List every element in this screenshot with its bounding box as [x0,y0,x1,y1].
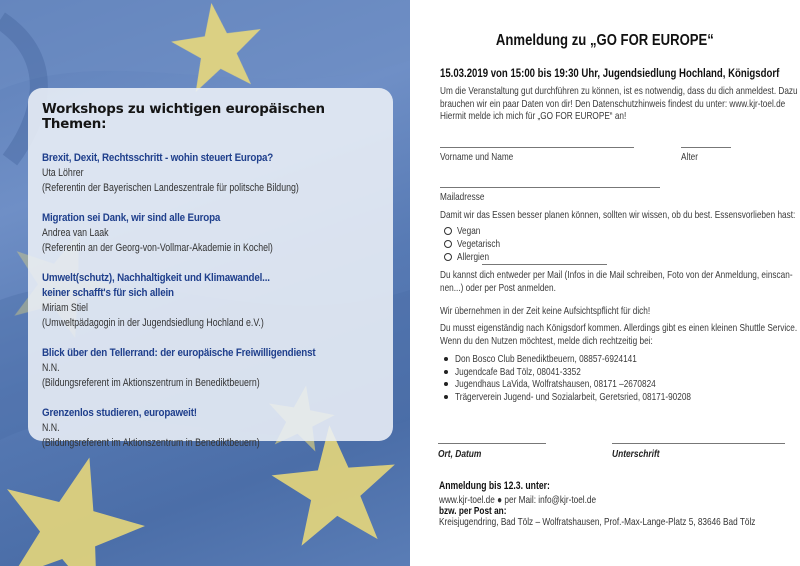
workshops-heading: Workshops zu wichtigen europäischen Themen: [42,102,325,132]
shuttle-contacts [444,354,750,404]
registration-form [410,0,800,566]
deadline-heading: Anmeldung bis 12.3. unter: [439,480,550,492]
workshop-speaker-role: (Bildungsreferent im Aktionszentrum in Benediktbeuern) [42,437,260,449]
workshop-item [42,346,393,391]
bullet-icon [444,370,448,374]
food-options [444,226,511,264]
post-label: bzw. per Post an: [439,506,507,517]
workshop-item [42,406,393,451]
allergies-field[interactable] [482,264,607,265]
place-date-label: Ort, Datum [438,448,482,460]
workshop-item [42,271,393,331]
postal-address: Kreisjugendring, Bad Tölz – Wolfratshausen, Prof.-Max-Lange-Platz 5, 83646 Bad Tölz [439,517,756,528]
workshop-speaker: N.N. [42,362,60,374]
bullet-icon [444,395,448,399]
workshop-speaker-role: (Umweltpädagogin in der Jugendsiedlung Hochland e.V.) [42,317,264,329]
workshop-speaker-role: (Bildungsreferent im Aktionszentrum in Benediktbeuern) [42,377,260,389]
option-vegan[interactable]: Vegan [444,226,511,239]
signature-label: Unterschrift [612,448,660,460]
name-field-label: Vorname und Name [440,152,514,163]
workshop-item [42,211,393,256]
bullet-icon [444,357,448,361]
workshop-speaker: Miriam Stiel [42,302,88,314]
workshops-card [28,88,393,449]
event-date-line: 15.03.2019 von 15:00 bis 19:30 Uhr, Jugendsiedlung Hochland, Königsdorf [440,66,780,80]
name-field[interactable] [440,147,634,148]
option-allergien[interactable]: Allergien [444,252,511,265]
contact-item: Jugendhaus LaVida, Wolfratshausen, 08171 –2670824 [444,379,750,392]
mail-field-label: Mailadresse [440,192,485,203]
workshop-speaker-role: (Referentin der Bayerischen Landeszentrale für politsche Bildung) [42,182,299,194]
flag-star-icon [0,439,158,566]
supervision-note: Wir übernehmen in der Zeit keine Aufsichtspflicht für dich! [440,306,651,317]
form-title: Anmeldung zu „GO FOR EUROPE“ [496,32,714,49]
radio-circle-icon[interactable] [444,253,452,261]
workshop-title: Grenzenlos studieren, europaweit! [42,407,197,419]
intro-text: Um die Veranstaltung gut durchführen zu können, ist es notwendig, dass du dich anmeldest. Dazu brauchen wir ein paar Daten von dir! Den Datenschutzhinweis findest du unter: www.kjr-toel.de Hiermit melde ich mich für „GO FOR EUROPE“ an! [440,86,798,122]
workshop-title: Migration sei Dank, wir sind alle Europa [42,212,221,224]
contact-item: Don Bosco Club Benediktbeuern, 08857-6924141 [444,354,750,367]
place-date-field[interactable] [438,443,546,444]
workshop-title: Blick über den Tellerrand: der europäische Freiwilligendienst [42,347,316,359]
mail-info-text: Du kannst dich entweder per Mail (Infos in die Mail schreiben, Foto von der Anmeldung, einscan- nen...) oder per Post anmelden. [440,270,793,294]
workshop-speaker: N.N. [42,422,60,434]
workshop-title-line2: keiner schafft's für sich allein [42,287,174,299]
web-mail-line[interactable]: www.kjr-toel.de ● per Mail: info@kjr-toel.de [439,495,597,506]
signature-field[interactable] [612,443,785,444]
workshop-item [42,151,393,196]
option-vegetarisch[interactable]: Vegetarisch [444,239,511,252]
radio-circle-icon[interactable] [444,227,452,235]
age-field-label: Alter [681,152,698,163]
workshop-speaker-role: (Referentin an der Georg-von-Vollmar-Akademie in Kochel) [42,242,273,254]
contact-item: Trägerverein Jugend- und Sozialarbeit, Geretsried, 08171-90208 [444,392,750,405]
workshop-title: Brexit, Dexit, Rechtsschritt - wohin steuert Europa? [42,152,274,164]
contact-item: Jugendcafe Bad Tölz, 08041-3352 [444,367,750,380]
workshop-title: Umwelt(schutz), Nachhaltigkeit und Klimawandel... [42,272,270,284]
shuttle-text: Du musst eigenständig nach Königsdorf kommen. Allerdings gibt es einen kleinen Shuttle Service. Wenn du den Nutzen möchtest, melde dich rechtzeitig bei: [440,323,798,347]
mail-field[interactable] [440,187,660,188]
radio-circle-icon[interactable] [444,240,452,248]
age-field[interactable] [681,147,731,148]
food-question: Damit wir das Essen besser planen können, sollten wir wissen, ob du best. Essensvorlieben hast: [440,210,796,221]
workshop-speaker: Andrea van Laak [42,227,109,239]
bullet-icon [444,382,448,386]
workshop-speaker: Uta Löhrer [42,167,84,179]
